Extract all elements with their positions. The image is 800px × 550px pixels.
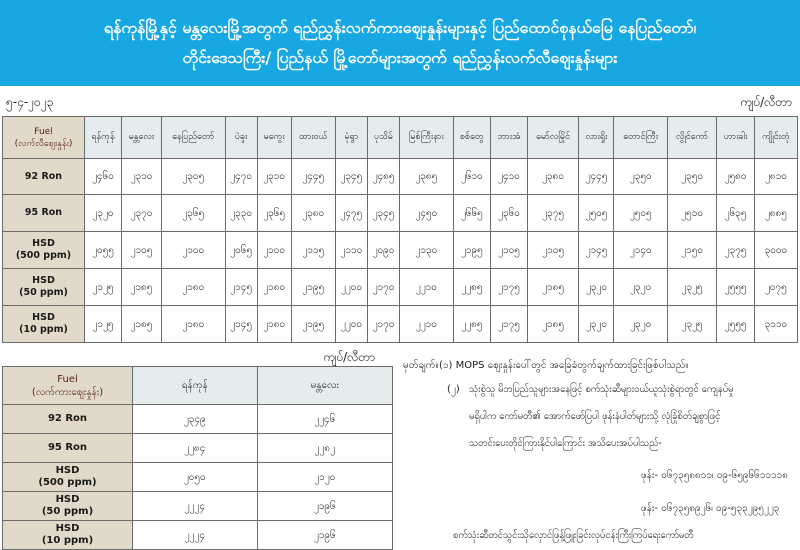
wholesale-fuel-label-text: (10 ppm) — [41, 535, 94, 546]
committee-signature: စက်သုံးဆီတင်သွင်းသိုလှောင်ဖြန့်ဖြူးခြင်းလုပ်ငန်းကြီးကြပ်ရေးကော်မတီ — [453, 530, 694, 541]
retail-table-row — [3, 269, 798, 306]
wholesale-price-cell: ၂၂၂၄ — [133, 492, 258, 521]
retail-column-header: ကျိုင်းတုံ — [754, 117, 797, 159]
retail-price-cell: ၂၁၂၅ — [85, 306, 122, 343]
wholesale-fuel-label — [3, 405, 133, 434]
retail-price-cell: ၂၃၈၀ — [291, 195, 335, 232]
retail-fuel-label-text: HSD — [32, 275, 55, 286]
retail-price-cell: ၂၁၂၅ — [85, 269, 122, 306]
retail-price-cell: ၂၃၁၀ — [121, 159, 161, 195]
phone-line-2: ဖုန်း- ၀၆၇၃၅၈၉၂၆၊ ၀၉-၅၃၃၂၉၅၂၂၃ — [641, 503, 780, 514]
wholesale-fuel-label-text: 95 Ron — [47, 442, 88, 453]
note-2-number: (၂) — [447, 384, 460, 395]
retail-price-cell: ၂၁၈၀ — [161, 306, 225, 343]
retail-price-cell: ၂၃၂၅ — [667, 269, 716, 306]
wholesale-unit-label: ကျပ်/လီတာ — [323, 350, 376, 364]
wholesale-price-cell: ၂၂၄၆ — [257, 405, 392, 434]
retail-price-cell: ၂၃၂၀ — [579, 269, 614, 306]
retail-fuel-label-text: 95 Ron — [24, 207, 63, 218]
report-date: ၅-၄-၂၀၂၃ — [6, 95, 54, 109]
retail-price-cell: ၂၂၈၅ — [453, 306, 491, 343]
note-1: (၁) MOPS ဈေးနှုန်းပေါ်တွင် အခြေခံတွက်ချက်ထားခြင်းဖြစ်ပါသည်။ — [439, 360, 689, 371]
retail-column-header: ထားဝယ် — [291, 117, 335, 159]
header-title-line-2: တိုင်းဒေသကြီး/ ပြည်နယ် မြို့တော်များအတွက် ရည်ညွှန်းလက်လီဈေးနှုန်းများ — [182, 48, 618, 67]
wholesale-column-header: ရန်ကုန် — [133, 367, 258, 405]
wholesale-table-row — [3, 434, 393, 463]
retail-price-cell: ၂၀၇၅ — [754, 269, 797, 306]
retail-column-header: လွိုင်ကော် — [667, 117, 716, 159]
wholesale-table-header-row — [3, 367, 393, 405]
wholesale-price-cell: ၂၃၄၉ — [133, 405, 258, 434]
wholesale-price-cell: ၂၁၉၆ — [257, 492, 392, 521]
retail-fuel-label-text: (50 ppm) — [19, 287, 68, 298]
wholesale-table-body — [3, 405, 393, 550]
retail-price-cell: ၂၁၀၅ — [491, 232, 527, 269]
retail-fuel-label — [3, 306, 85, 343]
retail-price-cell: ၂၂၈၅ — [453, 269, 491, 306]
wholesale-price-cell: ၂၂၈၂ — [257, 434, 392, 463]
retail-price-cell: ၂၁၇၅ — [491, 306, 527, 343]
retail-column-header: ဘားအံ — [491, 117, 527, 159]
retail-price-cell: ၂၂၀၀ — [335, 269, 367, 306]
retail-price-cell: ၂၃၈၅ — [400, 159, 453, 195]
retail-price-cell: ၂၁၄၅ — [225, 306, 257, 343]
retail-price-cell: ၂၃၀၅ — [161, 159, 225, 195]
header-title-line-1: ရန်ကုန်မြို့နှင့် မန္တလေးမြို့အတွက် ရည်ညွှန်းလက်ကားဈေးနှုန်းများနှင့် ပြည်ထောင်စုနယ်မြေ နေပြည်တော်၊ — [103, 18, 697, 37]
retail-price-cell: ၂၄၇၀ — [225, 159, 257, 195]
retail-price-cell: ၂၁၅၀ — [667, 232, 716, 269]
retail-price-cell: ၂၃၆၅ — [257, 195, 291, 232]
retail-price-cell: ၂၃၅၀ — [614, 159, 667, 195]
retail-fuel-label-text: (500 ppm) — [15, 250, 72, 261]
retail-price-cell: ၂၁၉၅ — [453, 232, 491, 269]
retail-price-cell: ၂၃၈၀ — [527, 159, 579, 195]
retail-fuel-label-text: HSD — [32, 238, 55, 249]
retail-fuel-header-title: Fuel — [34, 126, 53, 137]
retail-price-cell: ၂၄၄၅ — [291, 159, 335, 195]
retail-price-cell: ၂၁၃၀ — [400, 232, 453, 269]
retail-price-cell: ၂၁၄၅ — [579, 232, 614, 269]
wholesale-fuel-label — [3, 521, 133, 550]
retail-price-cell: ၂၃၄၅ — [335, 159, 367, 195]
wholesale-fuel-header — [3, 367, 133, 405]
retail-table-header-row — [3, 117, 798, 159]
retail-price-cell: ၂၁၈၅ — [121, 306, 161, 343]
retail-column-header: ရန်ကုန် — [85, 117, 122, 159]
retail-price-cell: ၂၃၆၀ — [491, 195, 527, 232]
retail-price-cell: ၂၃၂၀ — [614, 269, 667, 306]
retail-unit-label: ကျပ်/လီတာ — [739, 95, 792, 109]
retail-table-row — [3, 159, 798, 195]
retail-price-cell: ၂၃၁၀ — [257, 159, 291, 195]
retail-price-cell: ၂၁၁၀ — [335, 232, 367, 269]
retail-price-cell: ၂၁၄၅ — [225, 269, 257, 306]
wholesale-price-cell: ၂၂၈၄ — [133, 434, 258, 463]
retail-price-cell: ၂၁၀၅ — [527, 232, 579, 269]
wholesale-fuel-label-text: HSD — [55, 465, 80, 476]
retail-price-cell: ၂၁၇၀ — [367, 269, 399, 306]
retail-price-cell: ၂၀၉၀ — [367, 232, 399, 269]
retail-price-cell: ၂၈၁၀ — [754, 159, 797, 195]
retail-price-cell: ၂၃၂၀ — [85, 195, 122, 232]
retail-price-cell: ၂၅၀၅ — [614, 195, 667, 232]
retail-price-cell: ၃၁၁၀ — [754, 306, 797, 343]
retail-price-cell: ၂၁၀၅ — [121, 232, 161, 269]
wholesale-fuel-header-subtitle: (လက်ကားဈေးနှုန်း) — [31, 386, 104, 398]
retail-price-cell: ၂၂၁၀ — [400, 306, 453, 343]
retail-column-header: စစ်တွေ — [453, 117, 491, 159]
retail-price-cell: ၂၁၈၀ — [161, 269, 225, 306]
note-2-line-2: မရှိပါက ကော်မတီ၏ အောက်ဖော်ပြပါ ဖုန်းနံပါတ်များသို့ လုံခြုံစိတ်ချစွာဖြင့် — [469, 411, 721, 422]
retail-price-cell: ၂၁၈၅ — [121, 269, 161, 306]
retail-price-cell: ၂၁၉၅ — [291, 269, 335, 306]
retail-column-header: လားရှိုး — [579, 117, 614, 159]
retail-price-cell: ၂၄၁၀ — [491, 159, 527, 195]
wholesale-fuel-label-text: (50 ppm) — [41, 506, 94, 517]
wholesale-fuel-label-text: (500 ppm) — [38, 477, 97, 488]
retail-fuel-label — [3, 232, 85, 269]
retail-price-cell: ၂၄၇၅ — [335, 195, 367, 232]
retail-price-cell: ၂၁၀၀ — [257, 232, 291, 269]
retail-price-cell: ၂၅၈၀ — [717, 159, 755, 195]
retail-price-cell: ၂၂၁၀ — [400, 269, 453, 306]
retail-column-header: မုံရွာ — [335, 117, 367, 159]
retail-price-cell: ၂၀၆၅ — [225, 232, 257, 269]
retail-price-cell: ၂၁၈၀ — [257, 269, 291, 306]
retail-column-header: မြစ်ကြီးနား — [400, 117, 453, 159]
retail-price-cell: ၂၃၂၀ — [614, 306, 667, 343]
wholesale-fuel-header-title: Fuel — [57, 373, 78, 385]
retail-table-row — [3, 195, 798, 232]
retail-fuel-label — [3, 269, 85, 306]
notes-title: မှတ်ချက်။ — [403, 360, 439, 371]
retail-price-cell: ၂၆၆၅ — [453, 195, 491, 232]
wholesale-table-row — [3, 521, 393, 550]
retail-price-cell: ၂၁၈၅ — [527, 306, 579, 343]
retail-price-cell: ၂၃၇၅ — [527, 195, 579, 232]
retail-price-cell: ၂၅၅၅ — [717, 269, 755, 306]
wholesale-fuel-label — [3, 492, 133, 521]
retail-price-cell: ၂၄၈၅ — [367, 159, 399, 195]
wholesale-fuel-label — [3, 434, 133, 463]
retail-price-cell: ၂၆၃၅ — [717, 195, 755, 232]
retail-price-cell: ၂၁၈၅ — [527, 269, 579, 306]
retail-price-cell: ၂၆၁၀ — [453, 159, 491, 195]
retail-price-cell: ၃၀၀၀ — [754, 232, 797, 269]
retail-fuel-label — [3, 195, 85, 232]
retail-price-cell: ၂၁၁၅ — [291, 232, 335, 269]
wholesale-price-cell: ၂၁၂၀ — [257, 463, 392, 492]
retail-fuel-label-text: 92 Ron — [24, 170, 63, 182]
retail-price-cell: ၂၃၇၅ — [717, 232, 755, 269]
retail-fuel-header-subtitle: (လက်လီဈေးနှုန်း) — [14, 138, 73, 149]
wholesale-fuel-label-text: HSD — [55, 494, 80, 505]
retail-table-row — [3, 306, 798, 343]
page-header — [0, 0, 800, 86]
retail-fuel-label-text: HSD — [32, 312, 55, 323]
retail-price-cell: ၂၄၆၀ — [85, 159, 122, 195]
retail-price-cell: ၂၈၈၅ — [754, 195, 797, 232]
retail-price-cell: ၂၁၇၀ — [367, 306, 399, 343]
retail-price-cell: ၂၃၃၀ — [225, 195, 257, 232]
retail-price-cell: ၂၅၁၀ — [667, 195, 716, 232]
wholesale-fuel-label-text: 92 Ron — [47, 413, 88, 424]
retail-price-cell: ၂၀၅၅ — [85, 232, 122, 269]
retail-price-cell: ၂၃၄၅ — [367, 195, 399, 232]
wholesale-price-cell: ၂၀၅၀ — [133, 463, 258, 492]
phone-line-1: ဖုန်း- ၀၆၇၃၅၈၈၁၁၊ ၀၉-၆၅၉၆၆၁၁၁၁၈ — [641, 470, 788, 481]
wholesale-fuel-label-text: HSD — [55, 523, 80, 534]
retail-column-header: ဟားခါး — [717, 117, 755, 159]
retail-price-cell: ၂၁၇၅ — [491, 269, 527, 306]
retail-price-cell: ၂၄၅၀ — [400, 195, 453, 232]
retail-table-body — [3, 159, 798, 343]
retail-column-header: ပုသိမ် — [367, 117, 399, 159]
retail-price-cell: ၂၃၂၀ — [579, 306, 614, 343]
retail-price-cell: ၂၁၀၀ — [161, 232, 225, 269]
retail-column-header: မော်လမြိုင် — [527, 117, 579, 159]
retail-column-header: တောင်ကြီး — [614, 117, 667, 159]
retail-column-header: မကွေး — [257, 117, 291, 159]
note-2-line-1: သုံးစွဲသူ မိဘပြည်သူများအနေဖြင့် စက်သုံးဆီများဝယ်ယူသုံးစွဲရာတွင် ကျေနပ်မှု — [469, 384, 734, 395]
retail-price-cell: ၂၃၅၀ — [667, 159, 716, 195]
retail-price-cell: ၂၁၈၀ — [257, 306, 291, 343]
wholesale-table-row — [3, 463, 393, 492]
retail-price-cell: ၂၃၆၅ — [161, 195, 225, 232]
retail-table-row — [3, 232, 798, 269]
wholesale-price-cell: ၂၂၂၄ — [133, 521, 258, 550]
wholesale-column-header: မန္တလေး — [257, 367, 392, 405]
wholesale-price-cell: ၂၁၉၆ — [257, 521, 392, 550]
retail-column-header: ပဲခူး — [225, 117, 257, 159]
retail-price-cell: ၂၅၅၅ — [717, 306, 755, 343]
retail-price-cell: ၂၁၉၅ — [291, 306, 335, 343]
wholesale-price-table — [2, 366, 393, 550]
wholesale-table-row — [3, 405, 393, 434]
retail-price-table — [2, 116, 798, 343]
retail-price-cell: ၂၅၀၅ — [579, 195, 614, 232]
retail-fuel-header — [3, 117, 85, 159]
retail-fuel-label-text: (10 ppm) — [19, 324, 68, 335]
retail-price-cell: ၂၂၀၀ — [335, 306, 367, 343]
retail-price-cell: ၂၄၄၅ — [579, 159, 614, 195]
retail-price-cell: ၂၃၇၀ — [121, 195, 161, 232]
retail-column-header: မန္တလေး — [121, 117, 161, 159]
wholesale-fuel-label — [3, 463, 133, 492]
retail-column-header: နေပြည်တော် — [161, 117, 225, 159]
retail-price-cell: ၂၁၄၀ — [614, 232, 667, 269]
wholesale-table-row — [3, 492, 393, 521]
note-2-line-3: သတင်းပေးတိုင်ကြားနိုင်ပါကြောင်း အသိပေးအပ်ပါသည်- — [469, 438, 662, 449]
retail-price-cell: ၂၃၂၅ — [667, 306, 716, 343]
retail-fuel-label — [3, 159, 85, 195]
